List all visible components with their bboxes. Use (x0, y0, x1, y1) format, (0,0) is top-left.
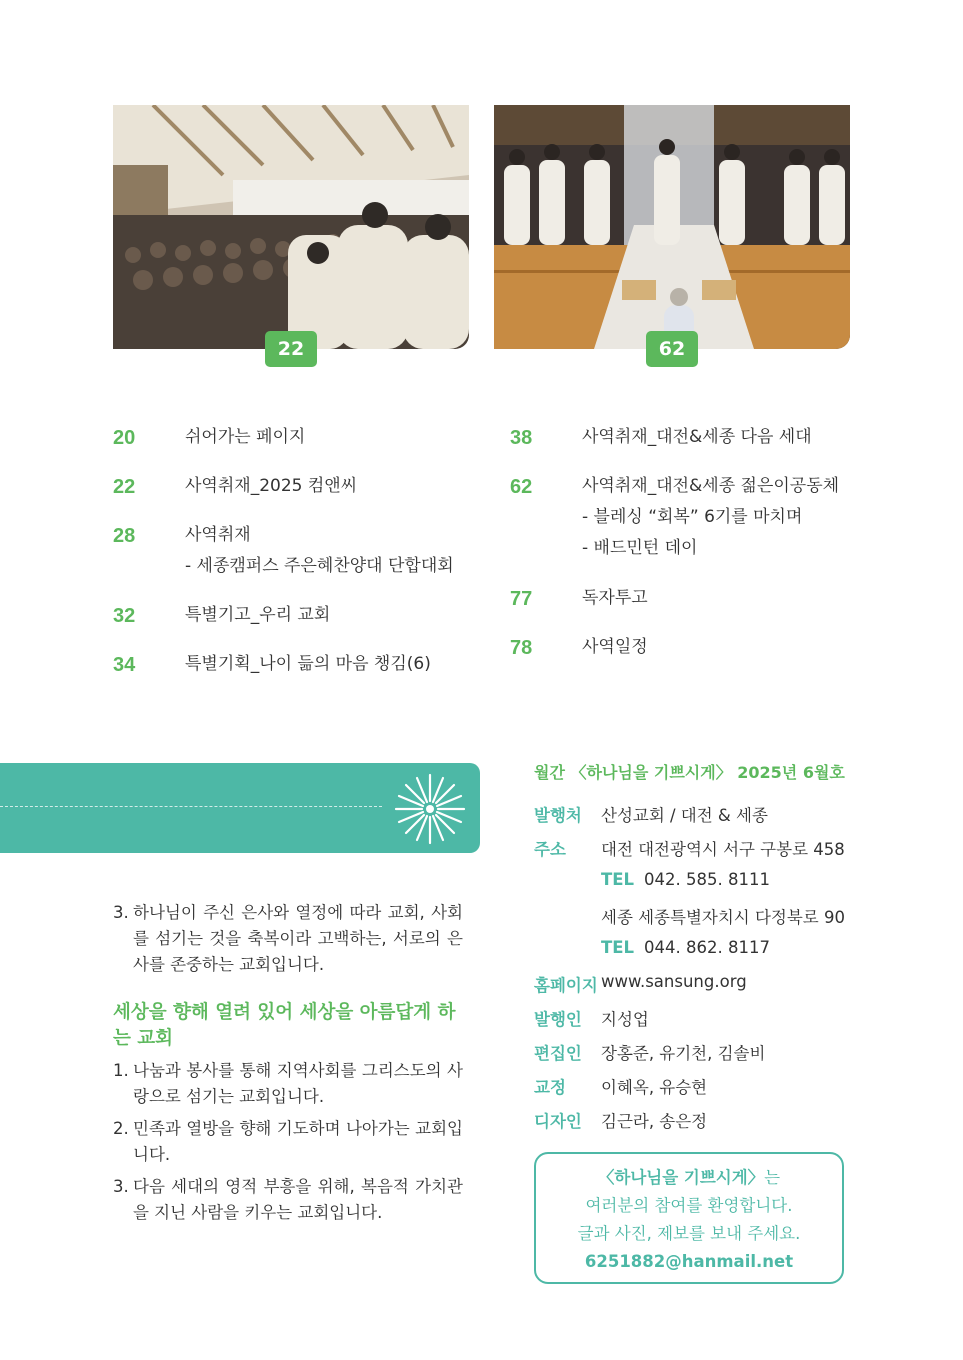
toc-page-number: 78 (510, 637, 533, 659)
toc-title: 특별기획_나이 듦의 마음 챙김(6) (185, 654, 431, 674)
colophon-title: 월간 〈하나님을 기쁘시게〉 2025년 6월호 (534, 763, 845, 782)
toc-title: 사역취재_2025 컴앤씨 (185, 476, 358, 496)
toc-subtitle: - 배드민턴 데이 (582, 538, 698, 558)
notice-line: 글과 사진, 제보를 보내 주세요. (577, 1224, 801, 1243)
page-badge: 62 (646, 331, 698, 367)
list-item: 1. 나눔과 봉사를 통해 지역사회를 그리스도의 사랑으로 섬기는 교회입니다. (113, 1061, 463, 1106)
toc-page-number: 20 (113, 427, 136, 449)
toc-subtitle: - 블레싱 “회복” 6기를 마치며 (582, 507, 803, 527)
decorative-banner (0, 763, 480, 853)
list-item: 3. 하나님이 주신 은사와 열정에 따라 교회, 사회를 섬기는 것을 축복이라 고백하는, 서로의 은사를 존중하는 교회입니다. (113, 903, 463, 974)
stage-performance-photo (494, 105, 850, 349)
toc-title: 특별기고_우리 교회 (185, 605, 331, 625)
worship-hall-photo (113, 105, 469, 349)
contribution-notice: 〈하나님을 기쁘시게〉는 여러분의 참여를 환영합니다. 글과 사진, 제보를 보내 주세요. 6251882@hanmail.net (534, 1152, 844, 1284)
toc-page-number: 32 (113, 605, 136, 627)
starburst-icon (392, 771, 468, 847)
toc-title: 사역취재 (185, 525, 251, 545)
toc-title: 독자투고 (582, 588, 648, 608)
toc-title: 쉬어가는 페이지 (185, 427, 306, 447)
email-link[interactable]: 6251882@hanmail.net (584, 1252, 794, 1271)
toc-page-number: 22 (113, 476, 136, 498)
toc-page-number: 28 (113, 525, 136, 547)
toc-page-number: 34 (113, 654, 136, 676)
list-item: 2. 민족과 열방을 향해 기도하며 나아가는 교회입니다. (113, 1119, 463, 1164)
section-heading: 세상을 향해 열려 있어 세상을 아름답게 하는 교회 (113, 1002, 456, 1049)
toc-subtitle: - 세종캠퍼스 주은혜찬양대 단합대회 (185, 556, 454, 576)
homepage-link[interactable]: www.sansung.org (601, 972, 747, 991)
dotted-divider (0, 806, 382, 807)
notice-line: 여러분의 참여를 환영합니다. (585, 1196, 793, 1215)
toc-title: 사역취재_대전&세종 다음 세대 (582, 427, 812, 447)
toc-page-number: 62 (510, 476, 533, 498)
list-item: 3. 다음 세대의 영적 부흥을 위해, 복음적 가치관을 지닌 사람을 키우는 교회입니다. (113, 1177, 463, 1222)
vision-list (113, 1058, 463, 1226)
toc-page-number: 77 (510, 588, 533, 610)
toc-title: 사역일정 (582, 637, 648, 657)
vision-list-top (113, 900, 463, 978)
toc-title: 사역취재_대전&세종 젊은이공동체 (582, 476, 840, 496)
magazine-name: 〈하나님을 기쁘시게〉 (597, 1168, 765, 1187)
page-badge: 22 (265, 331, 317, 367)
toc-page-number: 38 (510, 427, 533, 449)
